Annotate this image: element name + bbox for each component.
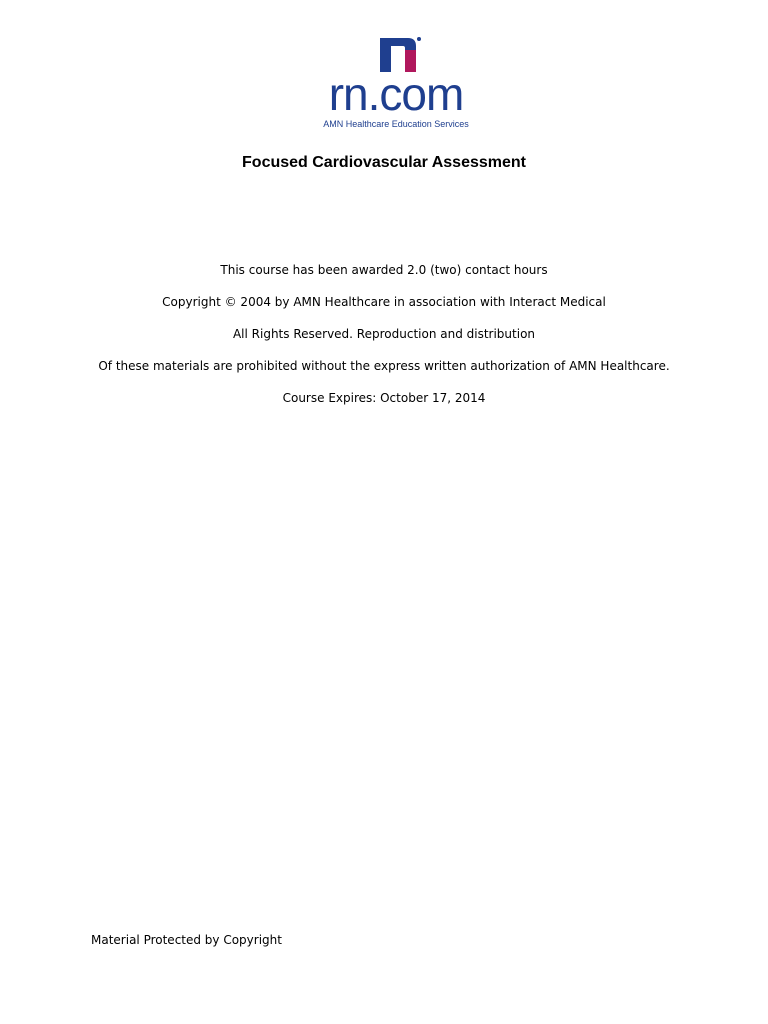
rn-com-logo: [322, 36, 470, 132]
logo-wordmark: rn.com: [328, 68, 464, 120]
logo-tagline: AMN Healthcare Education Services: [323, 119, 469, 129]
authorization-line: Of these materials are prohibited without the express written authorization of AMN Healthcare.: [98, 359, 670, 373]
document-title: Focused Cardiovascular Assessment: [242, 154, 526, 171]
footer-copyright-notice: Material Protected by Copyright: [91, 933, 282, 947]
rights-reserved-line: All Rights Reserved. Reproduction and distribution: [232, 327, 536, 341]
copyright-line: Copyright © 2004 by AMN Healthcare in association with Interact Medical: [162, 295, 606, 309]
contact-hours-line: This course has been awarded 2.0 (two) contact hours: [220, 263, 548, 277]
course-expires-line: Course Expires: October 17, 2014: [282, 391, 486, 405]
